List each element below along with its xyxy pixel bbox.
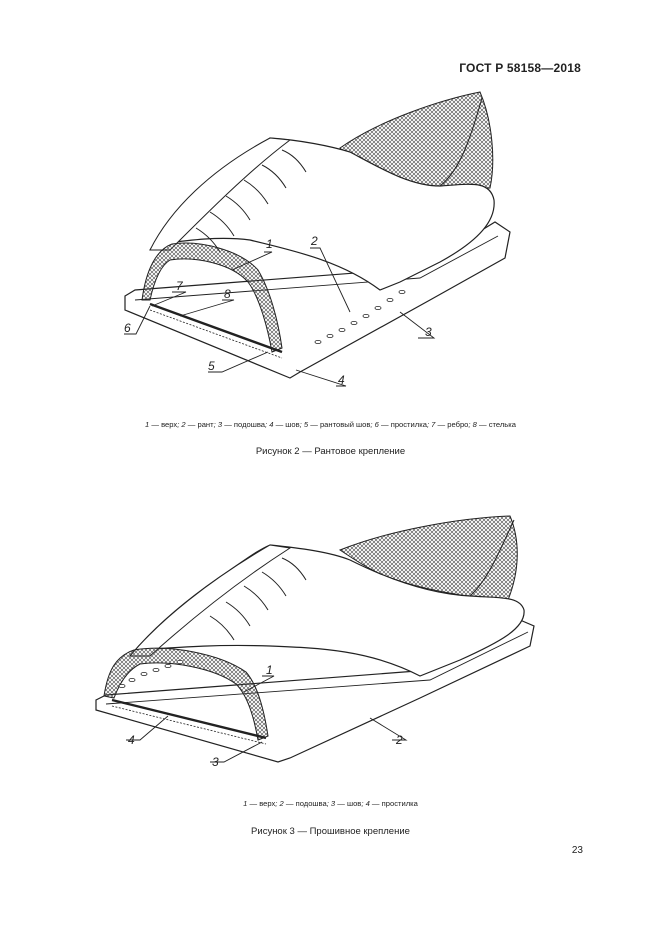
- figure-2-welted-construction: [0, 0, 661, 400]
- document-standard-header: ГОСТ Р 58158—2018: [459, 61, 581, 75]
- shoe-welted-drawing: [0, 0, 661, 400]
- callout-5: 5: [208, 359, 215, 373]
- page-number: 23: [571, 845, 583, 856]
- figure-2-caption: Рисунок 2 — Рантовое крепление: [255, 446, 406, 457]
- fig3-callout-1: 1: [266, 663, 273, 677]
- fig3-callout-4: 4: [128, 733, 135, 747]
- figure-3-legend: 1 — верх; 2 — подошва; 3 — шов; 4 — простилка: [243, 799, 418, 808]
- callout-4: 4: [338, 373, 345, 387]
- callout-1: 1: [266, 237, 273, 251]
- figure-3-stitched-construction: [0, 500, 661, 790]
- callout-3: 3: [425, 325, 432, 339]
- callout-2: 2: [311, 234, 318, 248]
- callout-8: 8: [224, 287, 231, 301]
- figure-3-caption: Рисунок 3 — Прошивное крепление: [251, 826, 410, 837]
- callout-6: 6: [124, 321, 131, 335]
- callout-7: 7: [176, 279, 183, 293]
- fig3-callout-3: 3: [212, 755, 219, 769]
- figure-2-legend: 1 — верх; 2 — рант; 3 — подошва; 4 — шов; 5 — рантовый шов; 6 — простилка; 7 — ребро; 8 — стелька: [145, 420, 516, 429]
- shoe-stitched-drawing: [0, 500, 661, 790]
- fig3-callout-2: 2: [396, 733, 403, 747]
